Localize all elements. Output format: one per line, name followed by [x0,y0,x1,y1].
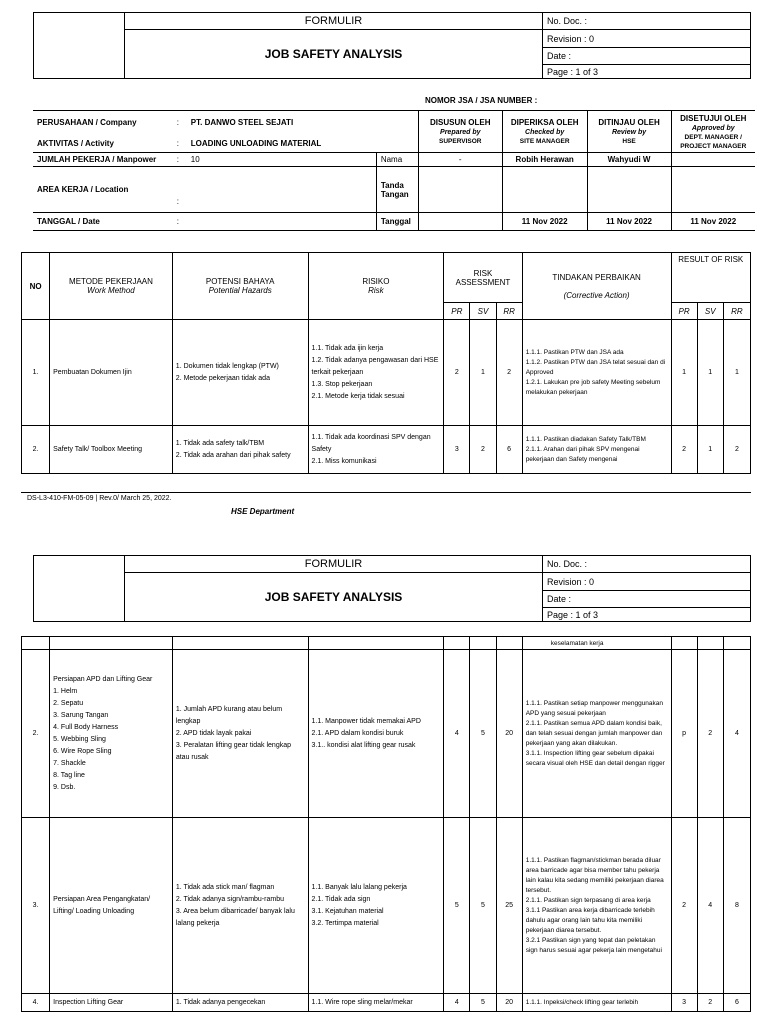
list-item: Persiapan Area Pengangkatan/ Lifting/ Loading Unloading [53,895,151,915]
company-value: PT. DANWO STEEL SEJATI [190,118,294,128]
list-item: 1. Tidak adanya pengecekan [175,998,266,1006]
list-item: 2.1.1. Pastikan sign terpasang di area kerja [525,896,651,904]
row-hazards [172,320,308,426]
row-no: 2. [22,650,50,818]
form-title: JOB SAFETY ANALYSIS [125,30,543,79]
row-result-pr: 1 [671,320,697,426]
col-risk: RISIKO Risk [308,253,444,320]
list-item: 2.1. Metode kerja tidak sesuai [311,392,405,400]
row-no: 2. [22,426,50,474]
list-item: 3.1. Kejatuhan material [311,907,384,915]
col-no: NO [22,253,50,320]
list-item: 3.1.. kondisi alat lifting gear rusak [311,741,416,749]
list-item: 1. Tidak ada safety talk/TBM [175,439,265,447]
row-no: 3. [22,818,50,994]
sign-site-manager[interactable] [502,167,587,213]
col-method: METODE PEKERJAAN Work Method [50,253,173,320]
row-pr: 3 [444,426,470,474]
manpower-value: 10 [187,153,377,167]
row-rr: 2 [496,320,522,426]
list-item: 3.2.1 Pastikan sign yang tepat dan peletakan sign harus sesuai agar pekerja lain mengetahui [525,936,662,954]
doc-no: No. Doc. : [543,13,751,30]
list-item: 1. Tidak ada stick man/ flagman [175,883,275,891]
list-item: 3. Sarung Tangan [53,711,109,719]
page-number: Page : 1 of 3 [543,65,751,79]
list-item: 1.1.1. Pastikan flagman/stickman berada diluar area barricade agar bisa member tahu pekerja lain kalau kita sedang memiliki pekerjaan diarea tersebut. [525,856,664,894]
activity-label: AKTIVITAS / Activity [37,138,114,148]
jsa-table-page1: NO METODE PEKERJAAN Work Method POTENSI BAHAYA Potential Hazards RISIKO Risk RISK ASSESSMENT TINDAKAN PERBAIKAN (Corrective Action) RESULT OF RISK PR SV RR PR SV RR 1. Pembuatan Dokumen Ijin 1. Dokumen tidak lengkap (PTW) 2. Metode pekerjaan tidak ada 1.1. Tidak ada ijin kerja 1.2. Tidak adanya pengawasan dari HSE terkait pekerjaan 1.3. Stop pekerjaan 2.1. Metode kerja tidak sesuai 2 1 2 1.1.1. Pastikan PTW dan JSA ada 1.1.2. Pastikan PTW dan JSA telat sesuai dan di Approved 1.2.1. Lakukan pre job safety Meeting sebelum melakukan pekerjaan 1 1 1 2. Safety Talk/ Toolbox Meeting 1. Tidak ada safety talk/TBM 2. Tidak ada arahan dari pihak safety 1.1. Tidak ada koordinasi SPV dengan Safety 2.1. Miss komunikasi 3 2 6 1.1.1. Pastikan diadakan Safety Talk/TBM 2.1.1. Arahan dari pihak SPV mengenai pekerjaan dan Safety mengenai 2 1 2 [21,252,751,474]
list-item: 7. Shackle [53,759,86,767]
row-rr: 20 [496,650,522,818]
list-item: 1.1. Banyak lalu lalang pekerja [311,883,407,891]
sign-hse[interactable] [587,167,671,213]
row-result-sv: 2 [697,650,723,818]
review-by: DITINJAU OLEH Review by HSE [587,111,671,153]
row-hazards [172,650,308,818]
row-hazards [172,426,308,474]
row-pr: 5 [444,818,470,994]
row-sv: 2 [470,426,496,474]
prepared-by: DISUSUN OLEH Prepared by SUPERVISOR [418,111,502,153]
info-block: PERUSAHAAN / Company : PT. DANWO STEEL SEJATI DISUSUN OLEH Prepared by SUPERVISOR DIPERIKSA OLEH Checked by SITE MANAGER DITINJAU OLEH Review by HSE DISETUJUI OLEH Approved by DEPT. MANAGER / PROJECT MANAGER AKTIVITAS / Activity : LOADING UNLOADING MATERIAL JUMLAH PEKERJA / Manpower : 10 Nama - Robih Herawan Wahyudi W AREA KERJA / Location : Tanda Tangan TANGGAL / Date : Tanggal 11 Nov 2022 11 Nov 2022 11 Nov 2022 [33,110,755,231]
list-item: 1. Jumlah APD kurang atau belum lengkap [175,705,283,725]
list-item: 1.1. Wire rope sling melar/mekar [311,998,413,1006]
row-sv: 5 [470,818,496,994]
table-row [22,994,751,1012]
date-approved: 11 Nov 2022 [690,217,737,226]
date-site-manager: 11 Nov 2022 [521,217,568,226]
list-item: 3. Peralatan lifting gear tidak lengkap atau rusak [175,741,291,761]
list-item: 5. Webbing Sling [53,735,106,743]
row-method: Safety Talk/ Toolbox Meeting [50,426,173,474]
row-result-sv: 4 [697,818,723,994]
nama-label: Nama [376,153,418,167]
list-item: 2. APD tidak layak pakai [175,729,252,737]
row-result-pr: p [671,650,697,818]
tanggal-label: Tanggal [380,217,411,226]
list-item: 1.1.1. Inpeksi/check lifting gear terlebih [525,998,639,1006]
name-site-manager: Robih Herawan [515,155,574,164]
signature-label: Tanda Tangan [376,167,418,213]
name-supervisor: - [418,153,502,167]
list-item: Persiapan APD dan Lifting Gear [53,675,153,683]
list-item: 1.3. Stop pekerjaan [311,380,373,388]
row-risks [308,426,444,474]
company-label: PERUSAHAAN / Company [37,118,137,128]
row-risks [308,320,444,426]
list-item: 8. Tag line [53,771,85,779]
table-row [22,426,751,474]
list-item: 2.1.1. Pastikan semua APD dalam kondisi baik, dan telah sesuai dengan jumlah manpower dan pekerjaan yang akan dilakukan. [525,719,663,747]
list-item: 2. Sepatu [53,699,84,707]
row-method [50,650,173,818]
approved-by: DISETUJUI OLEH Approved by DEPT. MANAGER / PROJECT MANAGER [671,111,755,153]
col-risk-assessment: RISK ASSESSMENT [444,253,522,303]
list-item: 2.1.1. Arahan dari pihak SPV mengenai pekerjaan dan Safety mengenai [525,445,640,463]
row-no: 4. [22,994,50,1012]
row-pr: 4 [444,994,470,1012]
row-hazards [172,818,308,994]
list-item: 3.1.1. Inspection lifting gear sebelum dipakai secara visual oleh HSE dan detail dengan rigger [525,749,665,767]
row-pr: 4 [444,650,470,818]
list-item: 2.1. APD dalam kondisi buruk [311,729,404,737]
row-rr: 6 [496,426,522,474]
list-item: 2. Metode pekerjaan tidak ada [175,374,270,382]
logo-cell [34,13,125,79]
row-risks [308,994,444,1012]
date-hse: 11 Nov 2022 [606,217,652,226]
checked-by: DIPERIKSA OLEH Checked by SITE MANAGER [502,111,587,153]
list-item: 1.1. Tidak ada koordinasi SPV dengan Safety [311,433,431,453]
row-actions [522,818,671,994]
list-item: 4. Full Body Harness [53,723,119,731]
row-sv: 5 [470,994,496,1012]
list-item: 1.2. Tidak adanya pengawasan dari HSE terkait pekerjaan [311,356,439,376]
row-result-rr: 4 [723,650,750,818]
row-actions [522,994,671,1012]
row-hazards [172,994,308,1012]
col-hazard: POTENSI BAHAYA Potential Hazards [172,253,308,320]
formulir-label: FORMULIR [125,13,543,30]
col-result: RESULT OF RISK [671,253,751,303]
jsa-table-page2 [21,636,751,1012]
name-hse: Wahyudi W [607,155,651,164]
row-method: Pembuatan Dokumen Ijin [50,320,173,426]
list-item: 2. Tidak ada arahan dari pihak safety [175,451,291,459]
logo-cell-2 [34,556,125,622]
row-actions [522,650,671,818]
row-method [50,818,173,994]
row-result-sv: 1 [697,426,723,474]
list-item: 2. Tidak adanya sign/rambu-rambu [175,895,284,903]
sign-approved[interactable] [671,167,755,213]
list-item: 3.2. Tertimpa material [311,919,379,927]
form-title-2: JOB SAFETY ANALYSIS [125,573,543,622]
row-risks [308,818,444,994]
doc-date: Date : [543,48,751,65]
row-result-pr: 2 [671,818,697,994]
list-item: 1.1. Manpower tidak memakai APD [311,717,421,725]
row-result-sv: 1 [697,320,723,426]
list-item: 1.1. Tidak ada ijin kerja [311,344,384,352]
list-item: 3.1.1 Pastikan area kerja dibarricade terlebih dahulu agar orang lain tahu kita memiliki pekerjaan diarea tersebut. [525,906,655,934]
list-item: 1.1.2. Pastikan PTW dan JSA telat sesuai dan di Approved [525,358,666,376]
list-item: 1.1.1. Pastikan setiap manpower menggunakan APD yang sesuai pekerjaan [525,699,664,717]
list-item: 1.1.1. Pastikan PTW dan JSA ada [525,348,624,356]
row-rr: 20 [496,994,522,1012]
list-item: 2.1. Tidak ada sign [311,895,371,903]
row-actions [522,320,671,426]
row-result-rr: 2 [723,426,750,474]
list-item: 1. Dokumen tidak lengkap (PTW) [175,362,279,370]
location-label: AREA KERJA / Location [37,185,129,194]
form-header-1 [33,12,751,79]
row-risks [308,650,444,818]
sign-supervisor[interactable] [418,167,502,213]
revision: Revision : 0 [543,30,751,48]
form-header-2: FORMULIR No. Doc. : JOB SAFETY ANALYSIS Revision : 0 Date : Page : 1 of 3 [33,555,751,622]
table-row [22,818,751,994]
row-pr: 2 [444,320,470,426]
list-item: 1.2.1. Lakukan pre job safety Meeting sebelum melakukan pekerjaan [525,378,661,396]
col-action: TINDAKAN PERBAIKAN (Corrective Action) [522,253,671,320]
table-row [22,320,751,426]
row-result-rr: 8 [723,818,750,994]
manpower-label: JUMLAH PEKERJA / Manpower [37,155,157,164]
row-result-rr: 6 [723,994,750,1012]
row-rr: 25 [496,818,522,994]
list-item: 6. Wire Rope Sling [53,747,112,755]
row-result-sv: 2 [697,994,723,1012]
table-row [22,650,751,818]
row-method [50,994,173,1012]
date-label: TANGGAL / Date [37,217,100,226]
row-result-pr: 3 [671,994,697,1012]
list-item: 2.1. Miss komunikasi [311,457,377,465]
list-item: 3. Area belum dibarricade/ banyak lalu lalang pekerja [175,907,295,927]
row-result-pr: 2 [671,426,697,474]
row-no: 1. [22,320,50,426]
activity-value: LOADING UNLOADING MATERIAL [190,138,322,148]
doc-code: DS-L3-410-FM-05-09 | Rev.0/ March 25, 2022. [27,495,172,502]
hse-department: HSE Department [231,507,295,516]
list-item: 1. Helm [53,687,78,695]
list-item: 9. Dsb. [53,783,76,791]
list-item: Inspection Lifting Gear [53,998,124,1006]
continuation-text: keselamatan kerja [522,637,671,650]
row-actions [522,426,671,474]
list-item: 1.1.1. Pastikan diadakan Safety Talk/TBM [525,435,646,443]
row-sv: 1 [470,320,496,426]
row-sv: 5 [470,650,496,818]
jsa-number: NOMOR JSA / JSA NUMBER : [425,96,538,105]
row-result-rr: 1 [723,320,750,426]
